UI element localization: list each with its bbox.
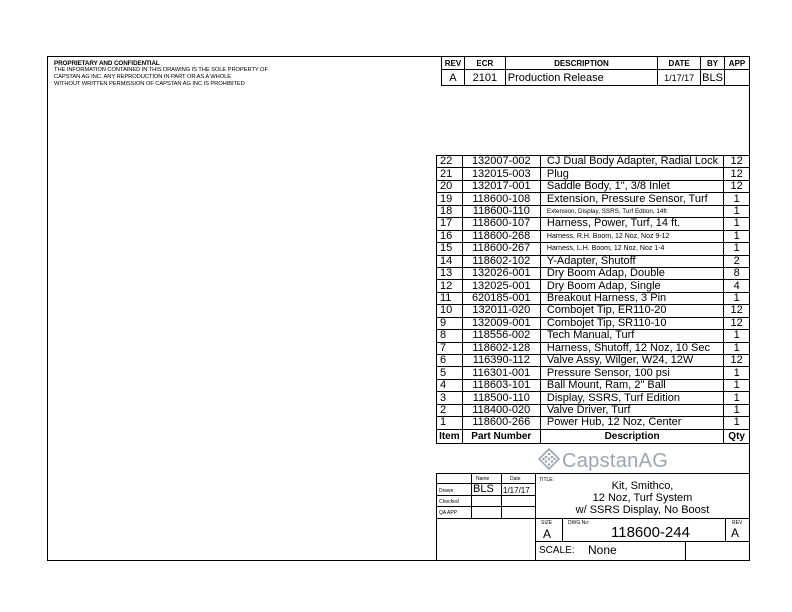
bom-item-cell: 17 bbox=[437, 218, 463, 230]
description-header: DESCRIPTION bbox=[505, 57, 657, 70]
bom-item-cell: 15 bbox=[437, 243, 463, 255]
bom-row bbox=[437, 330, 750, 342]
bom-item-cell: 11 bbox=[437, 292, 463, 304]
bom-row bbox=[437, 280, 750, 292]
bom-qty-cell: 1 bbox=[724, 379, 750, 391]
bom-row bbox=[437, 317, 750, 329]
size-value: A bbox=[543, 527, 552, 541]
title-block-mid-line bbox=[436, 518, 750, 519]
bom-part-cell: 132025-001 bbox=[462, 280, 540, 292]
bom-qty-cell: 1 bbox=[724, 342, 750, 354]
bom-qty-cell: 1 bbox=[724, 218, 750, 230]
title-line-3: w/ SSRS Display, No Boost bbox=[575, 504, 710, 516]
bom-row bbox=[437, 305, 750, 317]
bom-row bbox=[437, 193, 750, 205]
bom-item-cell: 16 bbox=[437, 230, 463, 242]
bom-description-cell: Extension, Display, SSRS, Turf Edtion, 14ft bbox=[540, 205, 723, 217]
app-header: APP bbox=[725, 57, 750, 70]
bom-row bbox=[437, 230, 750, 242]
bom-part-cell: 132026-001 bbox=[462, 267, 540, 279]
bom-part-cell: 118602-128 bbox=[462, 342, 540, 354]
bom-item-cell: 12 bbox=[437, 280, 463, 292]
bom-qty-cell: 12 bbox=[724, 168, 750, 180]
bom-part-cell: 132007-002 bbox=[462, 156, 540, 168]
bom-description-cell: Valve Driver, Turf bbox=[540, 404, 723, 416]
bom-description-cell: Saddle Body, 1", 3/8 Inlet bbox=[540, 180, 723, 192]
scale-value: None bbox=[588, 543, 617, 557]
drawing-title bbox=[535, 480, 750, 516]
bom-part-cell: 118600-107 bbox=[462, 218, 540, 230]
bom-part-cell: 118500-110 bbox=[462, 392, 540, 404]
app-cell bbox=[725, 70, 750, 86]
bom-item-cell: 1 bbox=[437, 417, 463, 429]
bom-description-cell: Ball Mount, Ram, 2" Ball bbox=[540, 379, 723, 391]
revision-table bbox=[441, 56, 750, 86]
bom-description-cell: Display, SSRS, Turf Edition bbox=[540, 392, 723, 404]
description-cell: Production Release bbox=[505, 70, 657, 86]
bom-qty-cell: 1 bbox=[724, 392, 750, 404]
ecr-header: ECR bbox=[464, 57, 505, 70]
bom-header-row bbox=[437, 429, 750, 443]
bom-description-cell: Harness, L.H. Boom, 12 Noz, Noz 1-4 bbox=[540, 243, 723, 255]
bom-part-cell: 118600-268 bbox=[462, 230, 540, 242]
bom-qty-cell: 1 bbox=[724, 230, 750, 242]
rev-header: REV bbox=[442, 57, 465, 70]
bom-qty-cell: 12 bbox=[724, 355, 750, 367]
bom-description-cell: Dry Boom Adap, Single bbox=[540, 280, 723, 292]
bom-row bbox=[437, 243, 750, 255]
bom-row bbox=[437, 205, 750, 217]
bom-description-cell: Plug bbox=[540, 168, 723, 180]
bom-part-cell: 116390-112 bbox=[462, 355, 540, 367]
title-line-2: 12 Noz, Turf System bbox=[592, 492, 693, 504]
bom-qty-cell: 1 bbox=[724, 292, 750, 304]
bom-description-cell: Harness, R.H. Boom, 12 Noz, Noz 9-12 bbox=[540, 230, 723, 242]
bom-description-cell: Extension, Pressure Sensor, Turf bbox=[540, 193, 723, 205]
bom-qty-cell: 12 bbox=[724, 305, 750, 317]
bom-item-cell: 14 bbox=[437, 255, 463, 267]
bom-description-cell: Power Hub, 12 Noz, Center bbox=[540, 417, 723, 429]
name-label: Name bbox=[476, 476, 490, 482]
proprietary-heading: PROPRIETARY AND CONFIDENTIAL bbox=[54, 60, 160, 67]
date-column-line bbox=[501, 474, 502, 518]
bom-row bbox=[437, 267, 750, 279]
bom-qty-cell: 4 bbox=[724, 280, 750, 292]
drawn-row-line bbox=[436, 495, 535, 496]
bom-part-cell: 132017-001 bbox=[462, 180, 540, 192]
bom-part-cell: 116301-001 bbox=[462, 367, 540, 379]
bom-part-cell: 118600-110 bbox=[462, 205, 540, 217]
bom-item-cell: 21 bbox=[437, 168, 463, 180]
ecr-cell: 2101 bbox=[464, 70, 505, 86]
bom-description-cell: Valve Assy, Wilger, W24, 12W bbox=[540, 355, 723, 367]
bom-part-cell: 118602-102 bbox=[462, 255, 540, 267]
bom-description-cell: Combojet Tip, ER110-20 bbox=[540, 305, 723, 317]
drawn-date: 1/17/17 bbox=[503, 486, 530, 495]
title-label: TITLE: bbox=[539, 477, 555, 483]
bom-part-cell: 132011-020 bbox=[462, 305, 540, 317]
bom-row bbox=[437, 355, 750, 367]
bom-description-cell: Harness, Power, Turf, 14 ft. bbox=[540, 218, 723, 230]
bom-part-cell: 118600-108 bbox=[462, 193, 540, 205]
bom-part-cell: 118556-002 bbox=[462, 330, 540, 342]
bom-item-cell: 13 bbox=[437, 267, 463, 279]
bom-part-cell: 118400-020 bbox=[462, 404, 540, 416]
revision-header-row bbox=[442, 57, 750, 70]
bom-qty-cell: 1 bbox=[724, 243, 750, 255]
bom-description-cell: Pressure Sensor, 100 psi bbox=[540, 367, 723, 379]
checked-label: Checked bbox=[439, 499, 459, 505]
bom-row bbox=[437, 379, 750, 391]
proprietary-notice bbox=[54, 60, 434, 88]
bom-part-cell: 620185-001 bbox=[462, 292, 540, 304]
bom-qty-cell: 2 bbox=[724, 255, 750, 267]
proprietary-line-2: CAPSTAN AG INC. ANY REPRODUCTION IN PART OR AS A WHOLE bbox=[54, 74, 232, 80]
size-label: SIZE bbox=[541, 520, 553, 526]
dwg-row-bottom-line bbox=[535, 541, 750, 542]
item-header: Item bbox=[437, 429, 463, 443]
bom-description-cell: CJ Dual Body Adapter, Radial Lock bbox=[540, 156, 723, 168]
bom-qty-cell: 12 bbox=[724, 156, 750, 168]
logo-text: CapstanAG bbox=[562, 450, 669, 472]
bom-description-cell: Tech Manual, Turf bbox=[540, 330, 723, 342]
bom-row bbox=[437, 417, 750, 429]
bom-row bbox=[437, 180, 750, 192]
bom-qty-cell: 1 bbox=[724, 193, 750, 205]
bom-item-cell: 10 bbox=[437, 305, 463, 317]
revision-row bbox=[442, 70, 750, 86]
bom-item-cell: 9 bbox=[437, 317, 463, 329]
bom-item-cell: 8 bbox=[437, 330, 463, 342]
bom-part-cell: 118603-101 bbox=[462, 379, 540, 391]
bom-part-cell: 118600-267 bbox=[462, 243, 540, 255]
bom-row bbox=[437, 367, 750, 379]
bom-item-cell: 5 bbox=[437, 367, 463, 379]
bom-qty-cell: 1 bbox=[724, 417, 750, 429]
scale-label: SCALE: bbox=[539, 545, 575, 556]
bom-item-cell: 2 bbox=[437, 404, 463, 416]
bom-item-cell: 20 bbox=[437, 180, 463, 192]
bom-row bbox=[437, 218, 750, 230]
size-column-line bbox=[562, 518, 563, 541]
bom-part-cell: 118600-266 bbox=[462, 417, 540, 429]
bom-row bbox=[437, 392, 750, 404]
date-label: Date bbox=[510, 476, 521, 482]
capstan-diamond-icon bbox=[538, 448, 560, 470]
date-cell: 1/17/17 bbox=[658, 70, 701, 86]
bom-row bbox=[437, 156, 750, 168]
bom-item-cell: 6 bbox=[437, 355, 463, 367]
bom-row bbox=[437, 404, 750, 416]
date-header: DATE bbox=[658, 57, 701, 70]
bom-item-cell: 19 bbox=[437, 193, 463, 205]
proprietary-line-3: WITHOUT WRITTEN PERMISSION OF CAPSTAN AG INC IS PROHIBITED bbox=[54, 81, 245, 87]
bom-part-cell: 132009-001 bbox=[462, 317, 540, 329]
name-column-line bbox=[471, 474, 472, 518]
bom-qty-cell: 12 bbox=[724, 317, 750, 329]
bom-description-cell: Breakout Harness, 3 Pin bbox=[540, 292, 723, 304]
bom-qty-cell: 1 bbox=[724, 330, 750, 342]
bom-item-cell: 4 bbox=[437, 379, 463, 391]
bill-of-materials bbox=[436, 155, 750, 444]
bom-row bbox=[437, 292, 750, 304]
drawn-label: Drawn bbox=[439, 488, 454, 494]
drawn-name: BLS bbox=[473, 483, 494, 495]
by-header: BY bbox=[701, 57, 725, 70]
checked-row-line bbox=[436, 506, 535, 507]
bom-description-cell: Combojet Tip, SR110-10 bbox=[540, 317, 723, 329]
bom-row bbox=[437, 168, 750, 180]
by-cell: BLS bbox=[702, 71, 723, 84]
rev-value: A bbox=[731, 526, 740, 540]
bom-qty-cell: 12 bbox=[724, 180, 750, 192]
bom-item-cell: 18 bbox=[437, 205, 463, 217]
rev-cell: A bbox=[442, 70, 465, 86]
qty-header: Qty bbox=[724, 429, 750, 443]
title-line-1: Kit, Smithco, bbox=[611, 480, 674, 492]
dwg-number: 118600-244 bbox=[611, 524, 690, 541]
bom-qty-cell: 1 bbox=[724, 205, 750, 217]
dwg-label: DWG No: bbox=[568, 520, 590, 526]
bom-item-cell: 3 bbox=[437, 392, 463, 404]
bom-description-cell: Dry Boom Adap, Double bbox=[540, 267, 723, 279]
bom-row bbox=[437, 342, 750, 354]
bom-description-cell: Y-Adapter, Shutoff bbox=[540, 255, 723, 267]
scale-row-line bbox=[685, 541, 686, 561]
qa-label: QA APP bbox=[439, 510, 458, 516]
company-logo bbox=[436, 444, 750, 474]
bom-qty-cell: 1 bbox=[724, 404, 750, 416]
part-number-header: Part Number bbox=[462, 429, 540, 443]
rev-label: REV bbox=[732, 520, 743, 526]
bom-part-cell: 132015-003 bbox=[462, 168, 540, 180]
bom-item-cell: 22 bbox=[437, 156, 463, 168]
bom-row bbox=[437, 255, 750, 267]
bom-description-header: Description bbox=[540, 429, 723, 443]
rev-column-line bbox=[725, 518, 726, 541]
proprietary-line-1: THE INFORMATION CONTAINED IN THIS DRAWING IS THE SOLE PROPERTY OF bbox=[54, 67, 268, 73]
bom-item-cell: 7 bbox=[437, 342, 463, 354]
bom-qty-cell: 8 bbox=[724, 267, 750, 279]
bom-description-cell: Harness, Shutoff, 12 Noz, 10 Sec bbox=[540, 342, 723, 354]
bom-qty-cell: 1 bbox=[724, 367, 750, 379]
